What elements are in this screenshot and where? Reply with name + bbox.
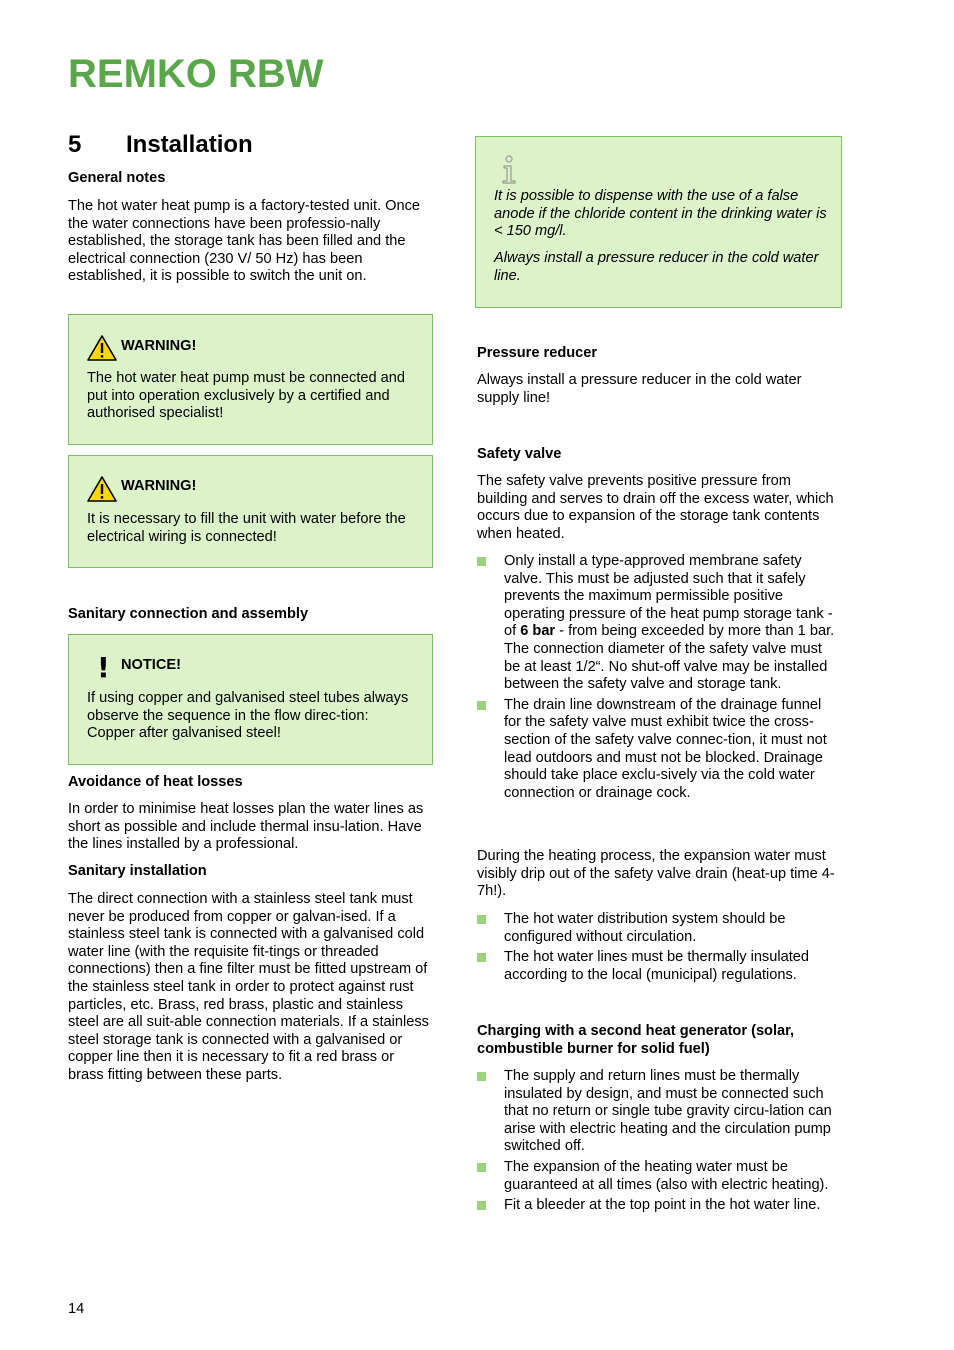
charging-list [477,1068,842,1215]
sanitary-installation-text: The direct connection with a stainless steel tank must never be produced from copper or galvan-ised. If a stainless steel tank is connected with a galvanised cold water line (with the requisite fit-tings or threaded connections) then a fine filter must be fitted upstream of the stainless steel tank in order to protect against rust particles, etc. Brass, red brass, plastic and stainless steel are all suit-able connection materials. If a stainless steel storage tank is connected with a galvanised or copper line then it is necessary to fit a red brass or brass fitting between these parts. [68,891,429,1083]
bullet-square-icon [477,953,486,962]
list-item-text: - from being exceeded by more than 1 bar. The connection diameter of the safety valve must be at least 1/2“. No shut-off valve may be installed between the safety valve and storage tank. [504,623,835,693]
pressure-reducer-text: Always install a pressure reducer in the cold water supply line! [477,372,802,406]
pressure-reducer-heading: Pressure reducer [477,345,598,361]
list-item-bold-text: 6 bar [520,623,556,640]
exclamation-icon: ! [97,651,110,684]
warning-label: WARNING! [121,478,197,494]
warning-label: WARNING! [121,338,197,354]
warning-text: The hot water heat pump must be connected and put into operation exclusively by a certified and authorised specialist! [87,370,406,422]
list-item-text: The drain line downstream of the drainage funnel for the safety valve must exhibit twice the cross-section of the safety valve connec-tion, it must not lead outdoors and must not be blocked. Drainage should take place exclu-sively via the cold water connection or drainage cock. [504,696,827,801]
list-item-text: The hot water distribution system should be configured without circulation. [504,911,786,945]
list-item [477,1068,842,1156]
page-number: 14 [68,1301,85,1317]
section-heading [68,131,433,159]
bullet-square-icon [477,557,486,566]
section-number: 5 [68,131,82,158]
heat-losses-text: In order to minimise heat losses plan the water lines as short as possible and include thermal insu-lation. Have the lines installed by a professional. [68,801,424,853]
notice-text: If using copper and galvanised steel tubes always observe the sequence in the flow direc-tion: Copper after galvanised steel! [87,690,409,742]
list-item-text: The hot water lines must be thermally insulated according to the local (municipal) regulations. [504,949,809,983]
sanitary-installation-heading: Sanitary installation [68,863,207,879]
list-item-text: Fit a bleeder at the top point in the hot water line. [504,1197,821,1214]
bullet-square-icon [477,1201,486,1210]
warning-icon [87,476,117,502]
bullet-square-icon [477,1163,486,1172]
bullet-square-icon [477,1072,486,1081]
info-paragraph-1: It is possible to dispense with the use of a false anode if the chloride content in the drinking water is < 150 mg/l. [494,188,827,240]
list-item-text: Only install a type-approved membrane safety valve. This must be adjusted such that it safely prevents the maximum permissible positive operating pressure of the heat pump storage tank - of [504,553,833,640]
distribution-list [477,911,842,984]
heating-process-text: During the heating process, the expansion water must visibly drip out of the safety valve drain (heat-up time 4-7h!). [477,848,835,900]
bullet-square-icon [477,701,486,710]
info-icon [498,155,520,185]
heat-losses-heading: Avoidance of heat losses [68,774,243,790]
notice-box [68,634,433,765]
warning-box-2 [68,455,433,568]
list-item [477,1197,842,1215]
info-box [475,136,842,308]
warning-text: It is necessary to fill the unit with water before the electrical wiring is connected! [87,511,406,545]
notice-label: NOTICE! [121,657,181,673]
bullet-square-icon [477,915,486,924]
safety-valve-text: The safety valve prevents positive pressure from building and serves to drain off the excess water, which occurs due to expansion of the storage tank contents when heated. [477,473,834,542]
warning-icon [87,335,117,361]
list-item [477,949,842,984]
list-item-text: The supply and return lines must be thermally insulated by design, and must be connected such that no return or single tube gravity circu-lation can arise with electric heating and the circulation pump switched off. [504,1068,832,1155]
safety-valve-heading: Safety valve [477,446,562,462]
general-notes-heading: General notes [68,170,166,186]
charging-heading: Charging with a second heat generator (solar, combustible burner for solid fuel) [477,1023,795,1057]
list-item-text: The expansion of the heating water must be guaranteed at all times (also with electric heating). [504,1158,829,1193]
list-item [477,1159,842,1194]
safety-valve-list [477,553,842,802]
list-item [477,911,842,946]
document-title: REMKO RBW [68,52,324,96]
general-notes-text: The hot water heat pump is a factory-tested unit. Once the water connections have been professio-nally established, the storage tank has been filled and the electrical connection (230 V/ 50 Hz) has been established, it is possible to switch the unit on. [68,198,421,285]
list-item [477,697,842,803]
list-item [477,553,842,694]
sanitary-connection-heading: Sanitary connection and assembly [68,606,309,622]
section-title: Installation [126,131,253,158]
info-paragraph-2: Always install a pressure reducer in the cold water line. [494,250,819,284]
warning-box-1 [68,314,433,445]
